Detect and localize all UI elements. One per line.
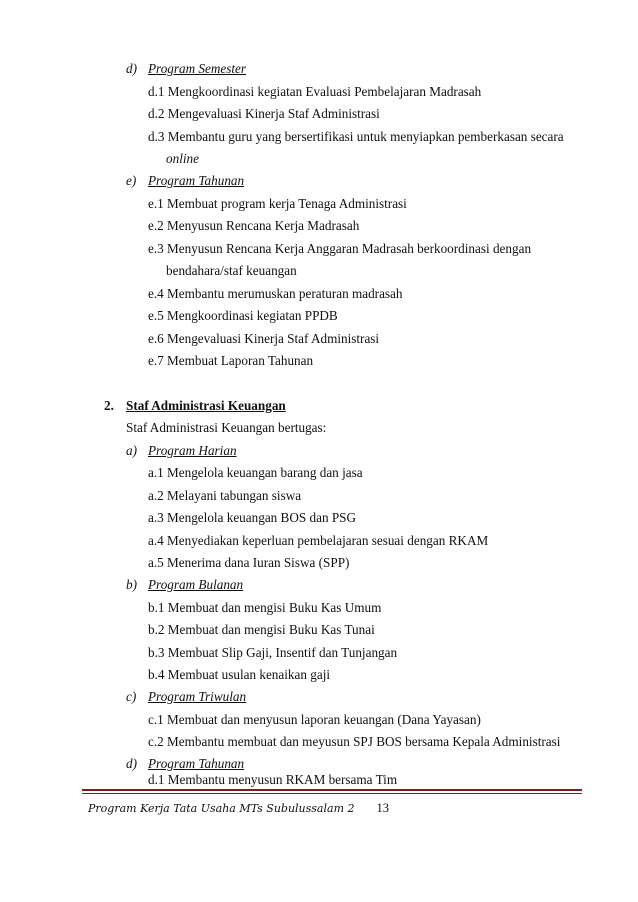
list-item: a.4 Menyediakan keperluan pembelajaran sesuai dengan RKAM [148, 533, 489, 548]
section-number: 2. [104, 398, 114, 413]
heading-program-triwulan [126, 689, 246, 705]
heading-marker: d) [126, 61, 137, 76]
heading-marker: c) [126, 689, 137, 704]
footer-rule-thin [82, 793, 582, 794]
list-item-continuation: online [166, 151, 199, 166]
heading-marker: a) [126, 443, 137, 458]
list-item: d.2 Mengevaluasi Kinerja Staf Administrasi [148, 106, 380, 121]
heading-program-tahunan-keuangan [126, 756, 244, 772]
list-item: e.4 Membantu merumuskan peraturan madrasah [148, 286, 403, 301]
heading-program-harian [126, 443, 237, 459]
list-item: a.5 Menerima dana Iuran Siswa (SPP) [148, 555, 350, 570]
heading-program-bulanan [126, 577, 243, 593]
heading-title: Program Harian [148, 443, 237, 458]
list-item: b.3 Membuat Slip Gaji, Insentif dan Tunjangan [148, 645, 398, 660]
section-intro: Staf Administrasi Keuangan bertugas: [126, 420, 327, 435]
footer-rule-thick [82, 789, 582, 791]
section-title-text: Staf Administrasi Keuangan [126, 398, 286, 413]
footer-title: Program Kerja Tata Usaha MTs Subulussalam 2 [88, 802, 355, 815]
list-item: a.2 Melayani tabungan siswa [148, 488, 302, 503]
list-item: b.2 Membuat dan mengisi Buku Kas Tunai [148, 622, 375, 637]
page-footer [88, 800, 389, 817]
heading-title: Program Tahunan [148, 173, 245, 188]
heading-title: Program Triwulan [148, 689, 247, 704]
heading-marker: e) [126, 173, 137, 188]
list-item: e.3 Menyusun Rencana Kerja Anggaran Madrasah berkoordinasi dengan [148, 241, 532, 256]
list-item: e.2 Menyusun Rencana Kerja Madrasah [148, 218, 360, 233]
list-item: b.1 Membuat dan mengisi Buku Kas Umum [148, 600, 382, 615]
list-item: d.1 Membantu menyusun RKAM bersama Tim [148, 772, 398, 787]
list-item: c.2 Membantu membuat dan meyusun SPJ BOS bersama Kepala Administrasi [148, 734, 561, 749]
list-item: d.1 Mengkoordinasi kegiatan Evaluasi Pembelajaran Madrasah [148, 84, 482, 99]
list-item: d.3 Membantu guru yang bersertifikasi untuk menyiapkan pemberkasan secara [148, 129, 564, 144]
list-item: a.1 Mengelola keuangan barang dan jasa [148, 465, 363, 480]
section-title [104, 398, 286, 414]
list-item: b.4 Membuat usulan kenaikan gaji [148, 667, 331, 682]
heading-title: Program Tahunan [148, 756, 245, 771]
list-item-continuation: bendahara/staf keuangan [166, 263, 297, 278]
list-item: e.5 Mengkoordinasi kegiatan PPDB [148, 308, 338, 323]
heading-title: Program Semester [148, 61, 247, 76]
list-item: a.3 Mengelola keuangan BOS dan PSG [148, 510, 357, 525]
heading-title: Program Bulanan [148, 577, 244, 592]
heading-program-tahunan [126, 173, 244, 189]
list-item: e.6 Mengevaluasi Kinerja Staf Administrasi [148, 331, 380, 346]
page-number: 13 [376, 801, 389, 815]
list-item: e.1 Membuat program kerja Tenaga Administrasi [148, 196, 407, 211]
list-item: e.7 Membuat Laporan Tahunan [148, 353, 314, 368]
heading-program-semester [126, 61, 246, 77]
heading-marker: b) [126, 577, 137, 592]
list-item: c.1 Membuat dan menyusun laporan keuangan (Dana Yayasan) [148, 712, 481, 727]
heading-marker: d) [126, 756, 137, 771]
